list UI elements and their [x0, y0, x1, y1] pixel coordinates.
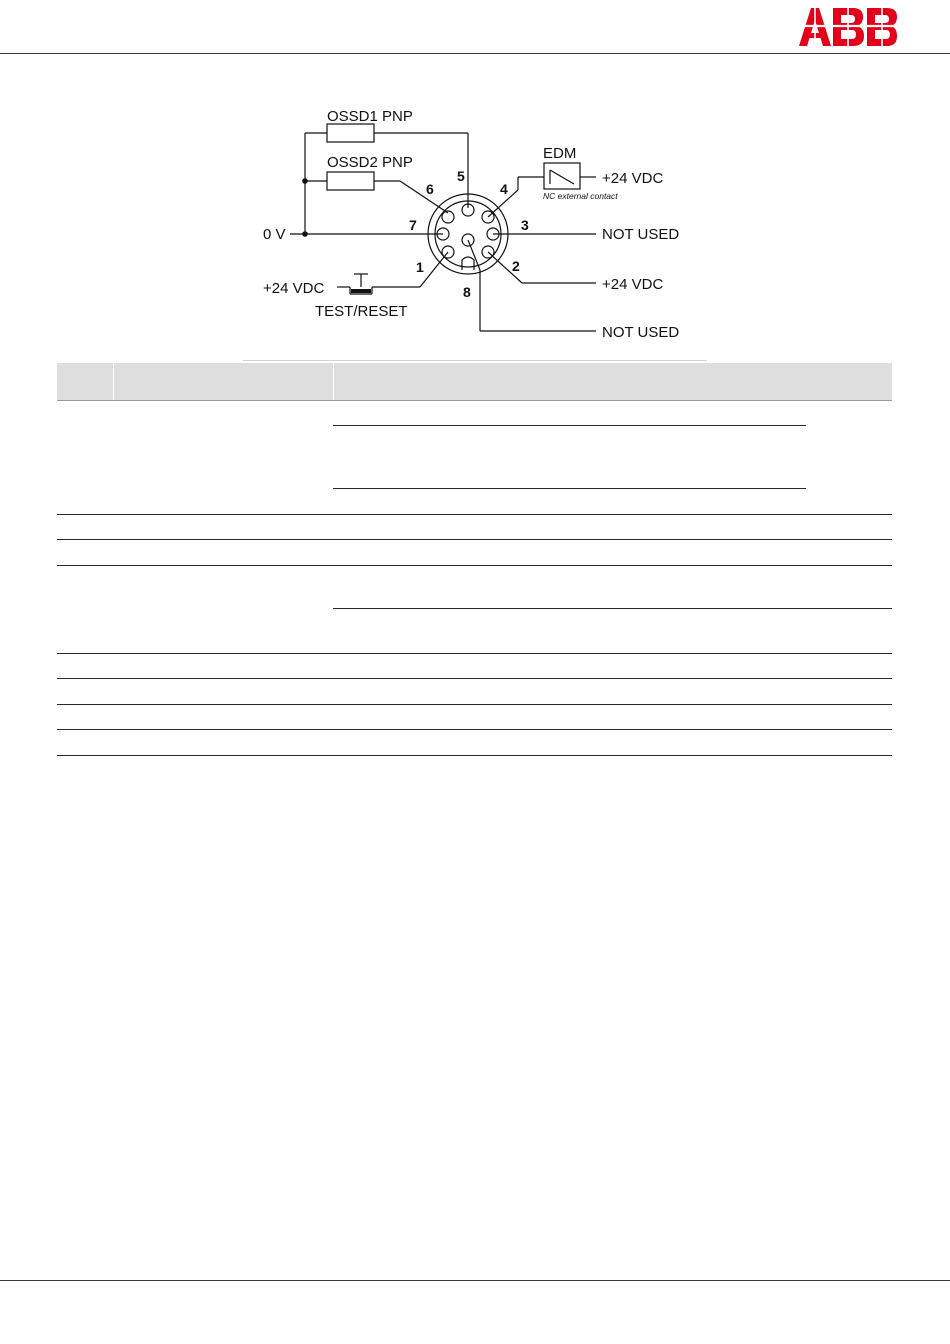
header-pin-cell: [57, 363, 113, 400]
table-bottom-rule: [57, 755, 892, 756]
header-rule: [0, 53, 950, 54]
table-row-rule: [57, 729, 892, 730]
pin-number-7: 7: [409, 217, 417, 233]
pin-table-header: [57, 363, 892, 401]
table-row-rule: [57, 704, 892, 705]
diagram-separator: [243, 360, 707, 361]
header-description-cell: [334, 363, 892, 400]
edm-note: NC external contact: [543, 191, 618, 201]
table-inner-rule: [333, 425, 806, 426]
table-inner-rule: [333, 608, 892, 609]
header-signal-cell: [114, 363, 333, 400]
pin3-function-label: NOT USED: [602, 226, 680, 243]
ossd1-label: OSSD1 PNP: [327, 108, 413, 125]
table-inner-rule: [333, 488, 806, 489]
pin-number-6: 6: [426, 181, 434, 197]
table-row-rule: [57, 565, 892, 566]
table-row-rule: [57, 539, 892, 540]
ground-label: 0 V: [263, 226, 286, 243]
test-supply-label: +24 VDC: [263, 280, 325, 297]
pin8-function-label: NOT USED: [602, 324, 680, 341]
table-row-rule: [57, 653, 892, 654]
pin-number-4: 4: [500, 181, 508, 197]
table-row-rule: [57, 514, 892, 515]
pin-number-8: 8: [463, 284, 471, 300]
footer-rule: [0, 1280, 950, 1281]
abb-logo: [797, 6, 897, 46]
pin-number-1: 1: [416, 259, 424, 275]
pin2-function-label: +24 VDC: [602, 276, 664, 293]
edm-supply-label: +24 VDC: [602, 170, 664, 187]
test-reset-label: TEST/RESET: [315, 303, 408, 320]
ossd2-label: OSSD2 PNP: [327, 154, 413, 171]
pin-number-5: 5: [457, 168, 465, 184]
pin-number-3: 3: [521, 217, 529, 233]
pin-number-2: 2: [512, 258, 520, 274]
connector-wiring-diagram: [240, 100, 710, 360]
edm-label: EDM: [543, 145, 577, 162]
table-row-rule: [57, 678, 892, 679]
